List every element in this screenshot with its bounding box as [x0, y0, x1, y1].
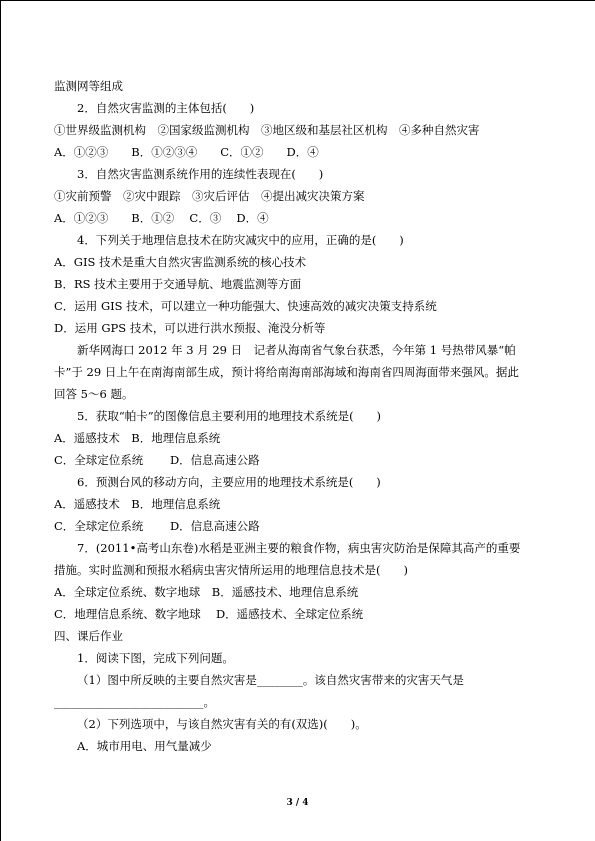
question-3-stem: 3．自然灾害监测系统作用的连续性表现在( )	[77, 167, 324, 181]
document-body	[54, 75, 544, 757]
question-6-options-cd: C．全球定位系统 D．信息高速公路	[54, 519, 260, 533]
homework-subquestion-2: （2）下列选项中，与该自然灾害有关的有(双选)( )。	[77, 717, 367, 731]
question-4-option-a: A．GIS 技术是重大自然灾害监测系统的核心技术	[54, 255, 307, 269]
question-4-option-b: B．RS 技术主要用于交通导航、地震监测等方面	[54, 277, 302, 291]
question-4-option-c: C．运用 GIS 技术，可以建立一种功能强大、快速高效的减灾决策支持系统	[54, 299, 437, 313]
question-5-options-ab: A．遥感技术 B．地理信息系统	[54, 431, 221, 445]
passage-line-1: 新华网海口 2012 年 3 月 29 日 记者从海南省气象台获悉，今年第 1 号热带风暴“帕	[77, 343, 516, 357]
question-2-options: A．①②③ B．①②③④ C．①② D．④	[54, 145, 319, 159]
homework-option-a: A．城市用电、用气量减少	[77, 739, 212, 753]
question-2-stem: 2．自然灾害监测的主体包括( )	[77, 101, 255, 115]
question-5-stem: 5．获取“帕卡”的图像信息主要利用的地理技术系统是( )	[77, 409, 382, 423]
passage-line-2: 卡”于 29 日上午在南海南部生成，预计将给南海南部海域和海南省四周海面带来强风。据此	[54, 365, 519, 379]
homework-subquestion-1: （1）图中所反映的主要自然灾害是________。该自然灾害带来的灾害天气是	[77, 673, 464, 687]
question-7-options-cd: C．地理信息系统、数字地球 D．遥感技术、全球定位系统	[54, 607, 364, 621]
passage-line-3: 回答 5～6 题。	[54, 387, 134, 401]
homework-answer-blank: __________________________。	[54, 695, 215, 709]
question-4-stem: 4．下列关于地理信息技术在防灾减灾中的应用，正确的是( )	[77, 233, 404, 247]
question-7-stem-2: 措施。实时监测和预报水稻病虫害灾情所运用的地理信息技术是( )	[54, 563, 408, 577]
question-3-options: A．①②③ B．①② C．③ D．④	[54, 211, 269, 225]
question-7-stem-1: 7．(2011•高考山东卷)水稻是亚洲主要的粮食作物，病虫害灾防治是保障其高产的重要	[77, 541, 521, 555]
question-2-items: ①世界级监测机构 ②国家级监测机构 ③地区级和基层社区机构 ④多种自然灾害	[54, 123, 480, 137]
question-4-option-d: D．运用 GPS 技术，可以进行洪水预报、淹没分析等	[54, 321, 326, 335]
question-3-items: ①灾前预警 ②灾中跟踪 ③灾后评估 ④提出减灾决策方案	[54, 189, 365, 203]
page-number: 3 / 4	[286, 798, 309, 808]
question-5-options-cd: C．全球定位系统 D．信息高速公路	[54, 453, 260, 467]
question-6-stem: 6．预测台风的移动方向，主要应用的地理技术系统是( )	[77, 475, 381, 489]
text-line: 监测网等组成	[54, 79, 123, 93]
question-6-options-ab: A．遥感技术 B．地理信息系统	[54, 497, 221, 511]
homework-question-1: 1．阅读下图，完成下列问题。	[77, 651, 234, 665]
question-7-options-ab: A．全球定位系统、数字地球 B．遥感技术、地理信息系统	[54, 585, 359, 599]
section-heading-homework: 四、课后作业	[54, 629, 123, 643]
